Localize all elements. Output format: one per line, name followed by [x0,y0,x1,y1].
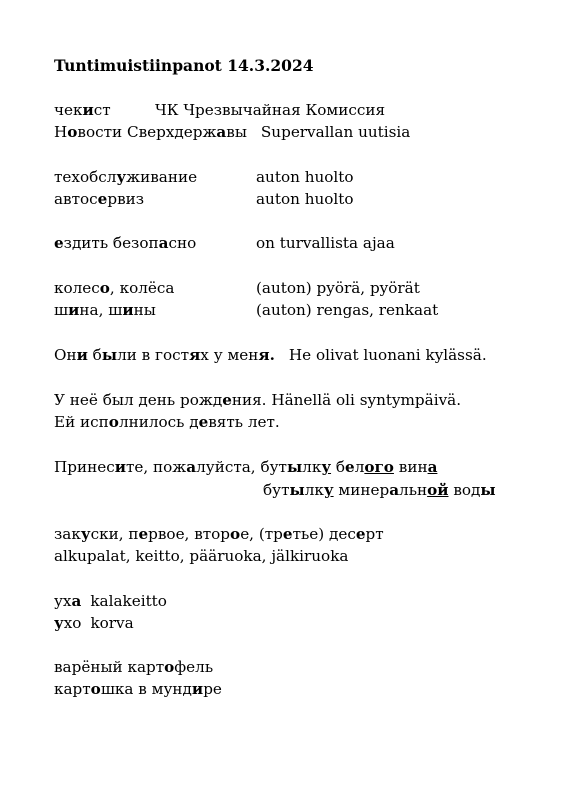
stress-letter: и [76,346,88,364]
text: Н [54,123,68,141]
stress-letter: и [82,101,94,119]
line-novosti [54,121,410,143]
ending-underlined: ой [427,481,449,499]
text: здить безоп [63,234,159,252]
text: ре [203,680,222,698]
translation: He olivat luonani kylässä. [288,346,487,364]
stress-letter: о [67,123,78,141]
stress-letter: а [71,592,82,610]
stress-letter: а [158,234,169,252]
translation: Supervallan uutisia [260,123,411,141]
text: ух [54,592,72,610]
text: автос [54,190,98,208]
text: лк [302,458,322,476]
text: б [331,458,346,476]
text: ли в гост [117,346,190,364]
text: минер [333,481,390,499]
line-ispolnilos [54,411,280,433]
text: . [269,346,275,364]
line-kartoshka [54,678,222,700]
line-den-rozhdeniya [54,389,461,411]
translation: auton huolto [256,168,354,186]
stress-letter: и [68,301,80,319]
text: зак [54,525,81,543]
stress-letter: я [258,346,270,364]
stress-letter: о [164,658,175,676]
line-butylku-mineralnoy [263,479,496,501]
text: чек [54,101,83,119]
translation: on turvallista ajaa [256,234,395,252]
text: ны [133,301,156,319]
text: ски, п [90,525,139,543]
text: фель [174,658,214,676]
stress-letter: ы [286,458,303,476]
text: вости Сверхдерж [77,123,217,141]
text: луйста, бут [196,458,287,476]
stress-letter: е [355,525,366,543]
text: Принес [54,458,115,476]
text: ш [54,301,69,319]
ending-underlined: ого [364,458,394,476]
translation: auton huolto [256,190,354,208]
line-prinesite [54,456,437,478]
text: рвое, втор [148,525,231,543]
text: Ей исп [54,413,109,431]
text: рвиз [107,190,145,208]
translation: ЧК Чрезвычайная Комиссия [155,101,386,119]
document-title: Tuntimuistiinpanot 14.3.2024 [54,56,314,75]
line-varyony [54,656,213,678]
translation: korva [90,614,134,632]
line-koleso [54,277,420,299]
stress-letter: е [54,234,64,252]
ending-underlined: а [427,458,438,476]
translation: (auton) rengas, renkaat [256,301,439,319]
text: колес [54,279,100,297]
text: льн [399,481,428,499]
text: живание [126,168,198,186]
text: бут [263,481,290,499]
stress-letter: о [90,680,101,698]
line-alkupalat [54,545,348,567]
line-shina [54,299,439,321]
text: те, пож [125,458,187,476]
stress-letter: е [222,391,232,409]
text: вы [226,123,247,141]
text: сно [168,234,197,252]
text: вин [393,458,428,476]
stress-letter: е [97,190,108,208]
text: хо [63,614,82,632]
stress-letter: а [389,481,400,499]
text: рт [365,525,384,543]
line-tekhobsluzhivanie [54,166,354,188]
text: е, (тр [240,525,283,543]
stress-letter: у [116,168,127,186]
stress-letter: о [230,525,241,543]
stress-letter: е [282,525,293,543]
text: тье) дес [292,525,356,543]
text: на, ш [79,301,123,319]
line-ukho [54,612,134,634]
line-ukha [54,590,167,612]
line-avtoserviz [54,188,354,210]
text: лнилось д [118,413,199,431]
stress-letter: у [54,614,64,632]
text: Он [54,346,77,364]
stress-letter: о [99,279,110,297]
stress-letter: ы [289,481,305,499]
stress-letter: а [186,458,197,476]
stress-letter: е [345,458,355,476]
text: б [87,346,102,364]
text: У неё был день рожд [54,391,223,409]
stress-letter: и [122,301,134,319]
text: х у мен [200,346,259,364]
text: вод [448,481,481,499]
stress-letter: ы [480,481,496,499]
text: лк [304,481,324,499]
stress-letter: и [114,458,126,476]
stress-letter: ы [101,346,118,364]
text: л [354,458,365,476]
stress-letter: е [198,413,209,431]
stress-letter: о [108,413,119,431]
line-chekist [54,99,386,121]
text: вять лет. [208,413,280,431]
stress-letter: а [216,123,227,141]
translation: (auton) pyörä, pyörät [256,279,420,297]
stress-letter: я [189,346,201,364]
line-oni-byli [54,344,487,366]
stress-letter: и [191,680,204,698]
text: , колёса [109,279,175,297]
line-zakuski [54,523,384,545]
ending-underlined: у [323,481,334,499]
text: ния. Hänellä oli syntympäivä. [231,391,462,409]
translation: kalakeitto [90,592,167,610]
text: шка в мунд [100,680,192,698]
ending-underlined: у [321,458,332,476]
line-ezdit [54,232,395,254]
text: варёный карт [54,658,165,676]
stress-letter: е [138,525,149,543]
text: карт [54,680,91,698]
text: alkupalat, keitto, pääruoka, jälkiruoka [54,547,349,565]
text: ст [93,101,111,119]
text: техобсл [54,168,117,186]
stress-letter: у [80,525,91,543]
